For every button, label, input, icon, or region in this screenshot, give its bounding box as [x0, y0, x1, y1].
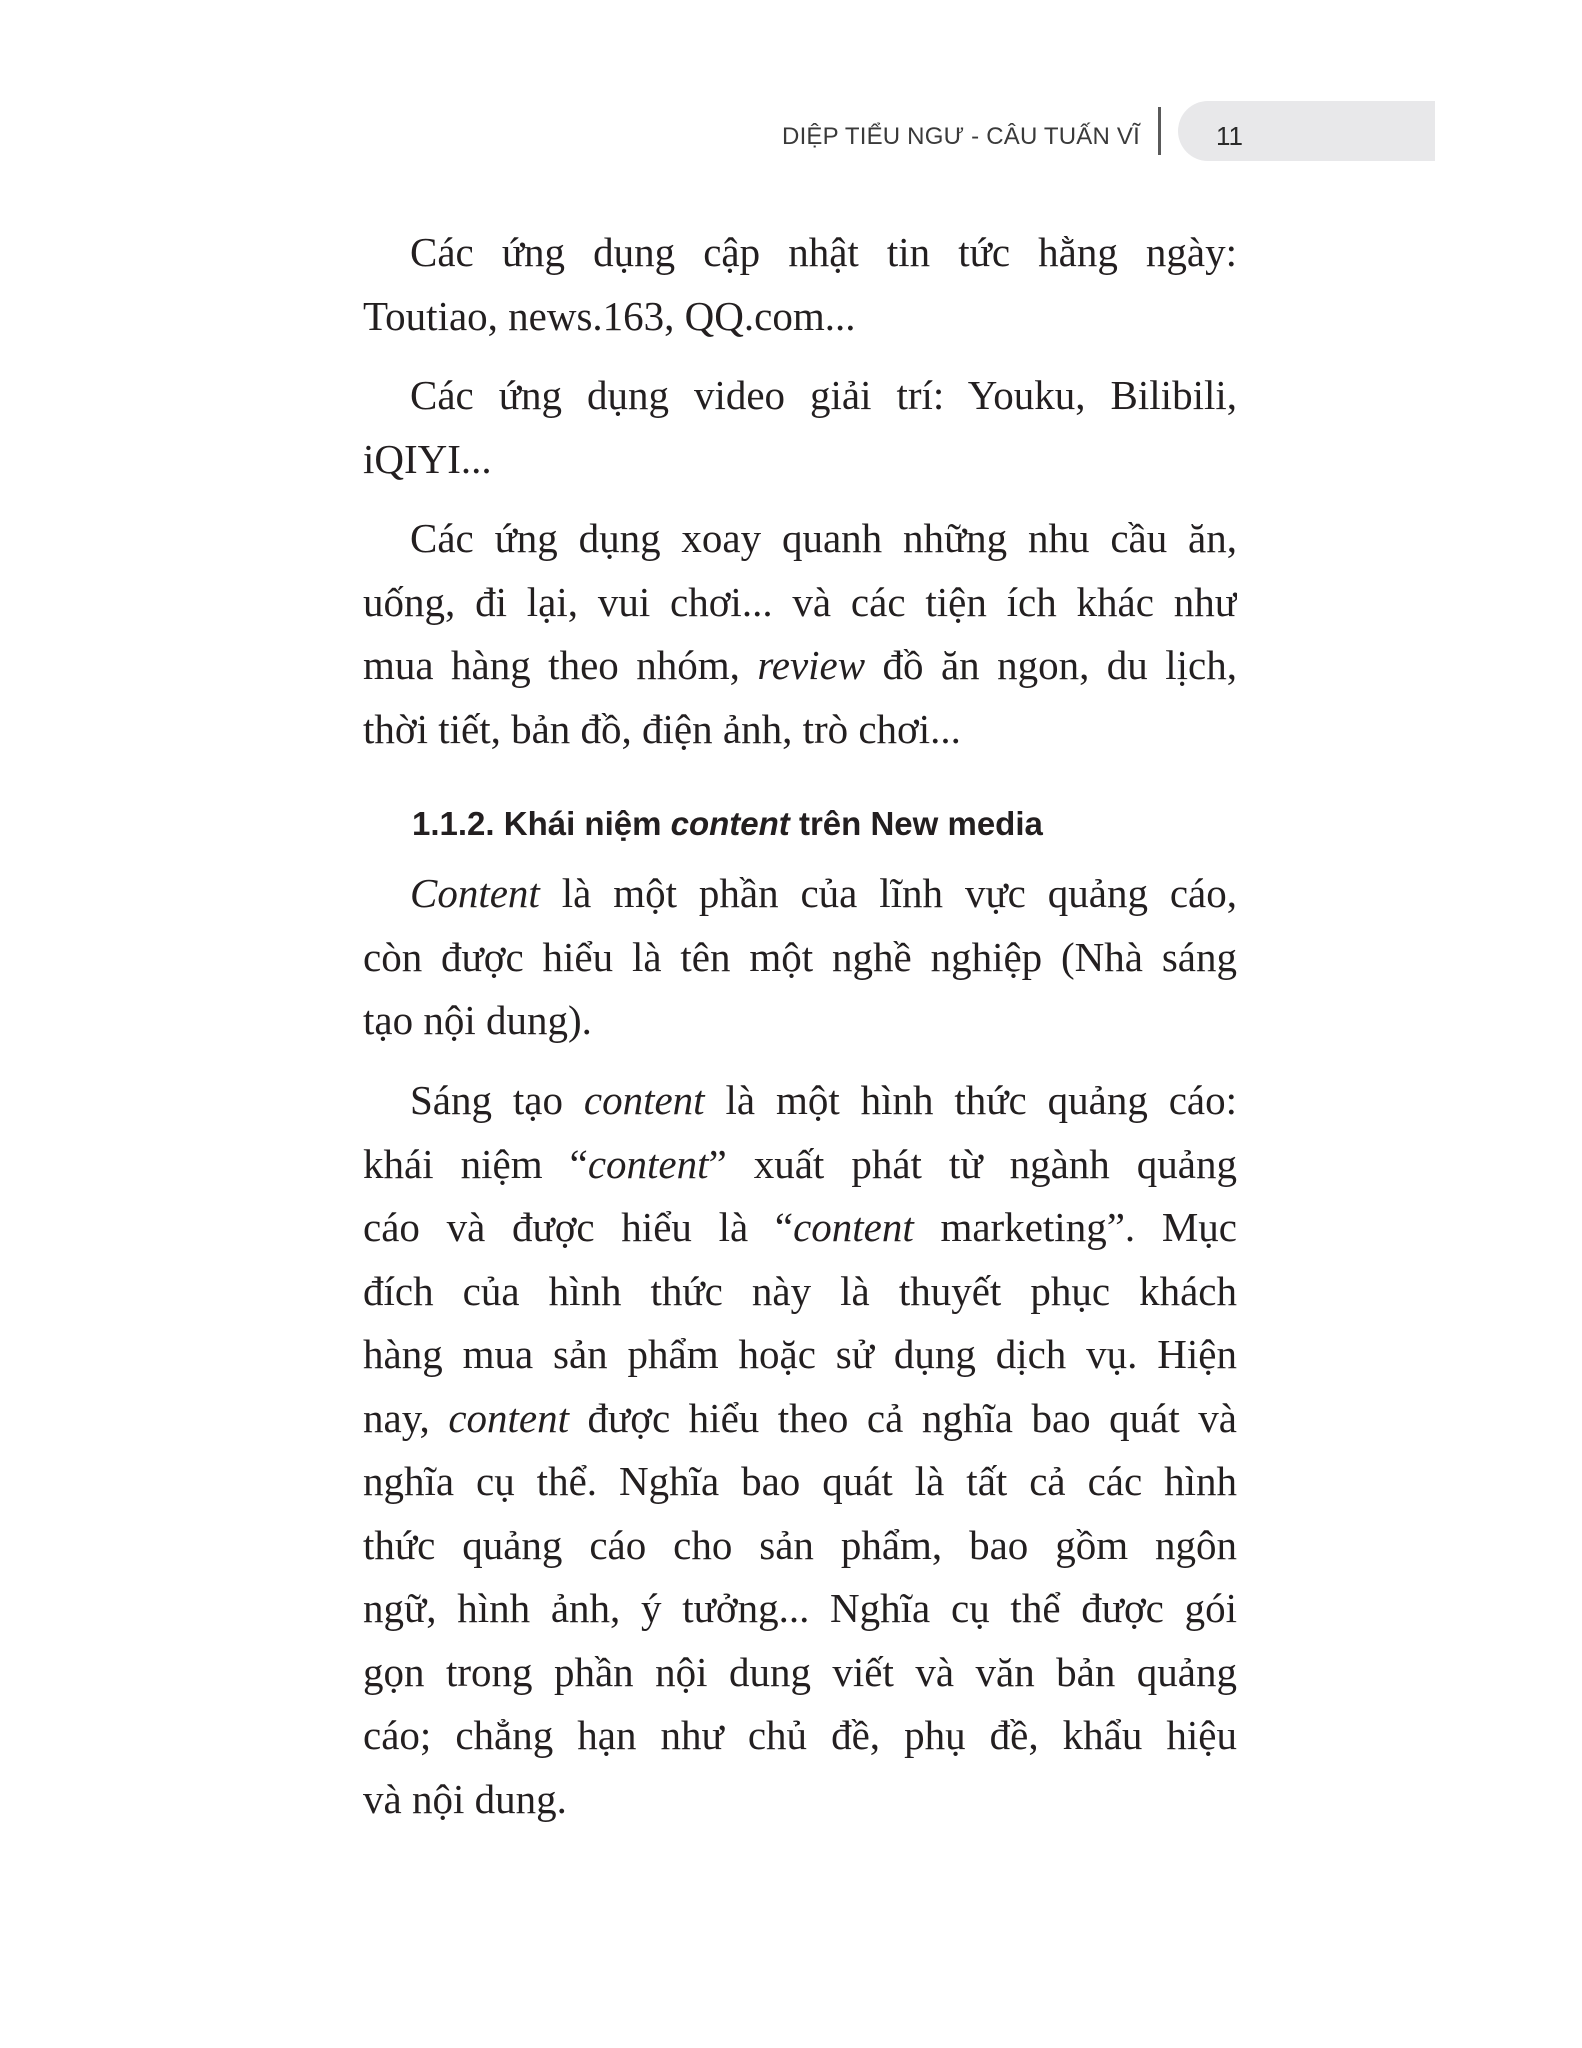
text-line — [363, 989, 1237, 1053]
text-line — [363, 428, 1237, 492]
heading-italic-term: content — [670, 805, 790, 842]
italic-term: review — [757, 642, 866, 688]
text-run: cáo và được hiểu là “ — [363, 1204, 794, 1250]
text-line — [363, 1768, 1237, 1832]
heading-text: 1.1.2. Khái niệm — [412, 805, 671, 842]
text-run: nghĩa cụ thể. Nghĩa bao quát là tất cả các hình — [363, 1458, 1237, 1504]
text-line — [363, 1323, 1237, 1387]
text-line — [363, 285, 1237, 349]
italic-term: Content — [410, 870, 540, 916]
text-run: hàng mua sản phẩm hoặc sử dụng dịch vụ. Hiện — [363, 1331, 1237, 1377]
text-run: iQIYI... — [363, 435, 492, 482]
page-number: 11 — [1216, 121, 1243, 151]
text-line — [410, 507, 1237, 571]
italic-term: content — [793, 1204, 914, 1250]
text-run: là một hình thức quảng cáo: — [704, 1077, 1237, 1123]
text-line — [363, 571, 1237, 635]
text-run: Toutiao, news.163, QQ.com... — [363, 292, 856, 339]
text-run: tạo nội dung). — [363, 997, 592, 1043]
text-run: Các ứng dụng cập nhật tin tức hằng ngày: — [410, 229, 1237, 275]
text-run: gọn trong phần nội dung viết và văn bản quảng — [363, 1648, 1237, 1695]
text-run: marketing”. Mục — [913, 1204, 1237, 1250]
text-run: mua hàng theo nhóm, — [363, 642, 758, 688]
text-run: đích của hình thức này là thuyết phục khách — [363, 1267, 1237, 1314]
text-line — [363, 926, 1237, 990]
running-header-title: DIỆP TIỂU NGƯ - CÂU TUẤN VĨ — [782, 123, 1140, 150]
text-run: được hiểu theo cả nghĩa bao quát và — [569, 1394, 1237, 1441]
text-run: Sáng tạo — [410, 1077, 584, 1123]
text-line — [363, 1577, 1237, 1641]
text-line — [410, 221, 1237, 285]
text-line — [363, 1641, 1237, 1705]
text-run: ngữ, hình ảnh, ý tưởng... Nghĩa cụ thể được gói — [363, 1585, 1237, 1631]
text-line — [363, 1450, 1237, 1514]
text-line — [363, 1260, 1237, 1324]
italic-term: content — [587, 1140, 709, 1187]
text-run: nay, — [363, 1394, 449, 1441]
text-run: và nội dung. — [363, 1775, 567, 1822]
text-line — [363, 1387, 1237, 1451]
text-run: cáo; chẳng hạn như chủ đề, phụ đề, khẩu hiệu — [363, 1712, 1237, 1758]
text-run: uống, đi lại, vui chơi... và các tiện ích khác như — [363, 578, 1237, 625]
italic-term: content — [583, 1077, 705, 1123]
text-line — [363, 1196, 1237, 1260]
text-line — [410, 1069, 1237, 1133]
text-run: đồ ăn ngon, du lịch, — [865, 642, 1237, 688]
text-line — [363, 698, 1237, 762]
text-line — [363, 1704, 1237, 1768]
text-run: Các ứng dụng video giải trí: Youku, Bilibili, — [410, 372, 1237, 418]
text-run: ” xuất phát từ ngành quảng — [708, 1140, 1237, 1187]
text-line — [363, 1514, 1237, 1578]
text-run: Các ứng dụng xoay quanh những nhu cầu ăn, — [410, 515, 1237, 561]
italic-term: content — [448, 1394, 570, 1441]
text-run: thức quảng cáo cho sản phẩm, bao gồm ngôn — [363, 1521, 1237, 1568]
text-run: thời tiết, bản đồ, điện ảnh, trò chơi... — [363, 705, 961, 752]
text-line — [363, 1133, 1237, 1197]
text-line — [363, 634, 1237, 698]
heading-text: trên New media — [789, 805, 1043, 842]
text-run: khái niệm “ — [363, 1140, 588, 1187]
section-heading — [412, 804, 1043, 844]
text-line — [410, 862, 1237, 926]
text-line — [410, 364, 1237, 428]
text-run: còn được hiểu là tên một nghề nghiệp (Nhà sáng — [363, 933, 1237, 980]
text-run: là một phần của lĩnh vực quảng cáo, — [539, 870, 1237, 916]
